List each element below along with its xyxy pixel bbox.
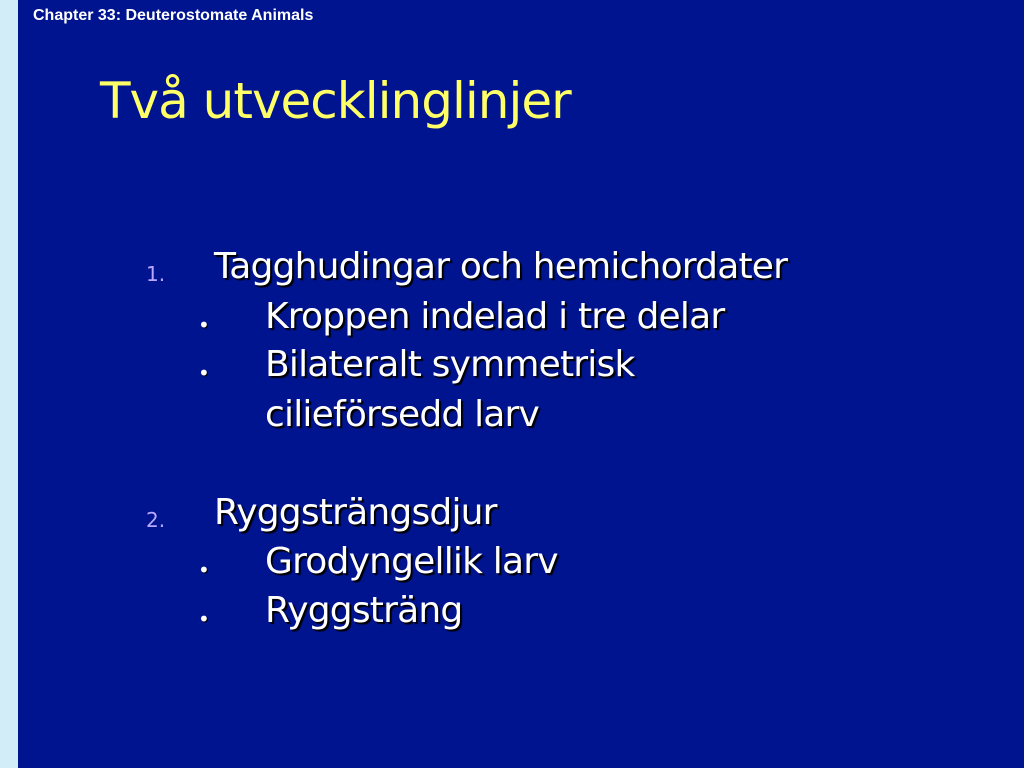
bullet-icon: •	[198, 361, 210, 385]
list-item: Ryggsträngsdjur	[214, 492, 497, 533]
item-number: 1.	[146, 262, 166, 286]
item-number: 2.	[146, 508, 166, 532]
bullet-icon: •	[198, 558, 210, 582]
sub-item: Ryggsträng	[265, 590, 463, 631]
sub-item-continuation: cilieförsedd larv	[265, 394, 540, 435]
sub-item: Grodyngellik larv	[265, 541, 558, 582]
bullet-icon: •	[198, 313, 210, 337]
sub-item: Kroppen indelad i tre delar	[265, 296, 725, 337]
bullet-icon: •	[198, 607, 210, 631]
sub-item: Bilateralt symmetrisk	[265, 344, 635, 385]
chapter-header: Chapter 33: Deuterostomate Animals	[33, 7, 314, 24]
list-item: Tagghudingar och hemichordater	[214, 246, 788, 287]
slide-title: Två utvecklinglinjer	[100, 72, 571, 130]
